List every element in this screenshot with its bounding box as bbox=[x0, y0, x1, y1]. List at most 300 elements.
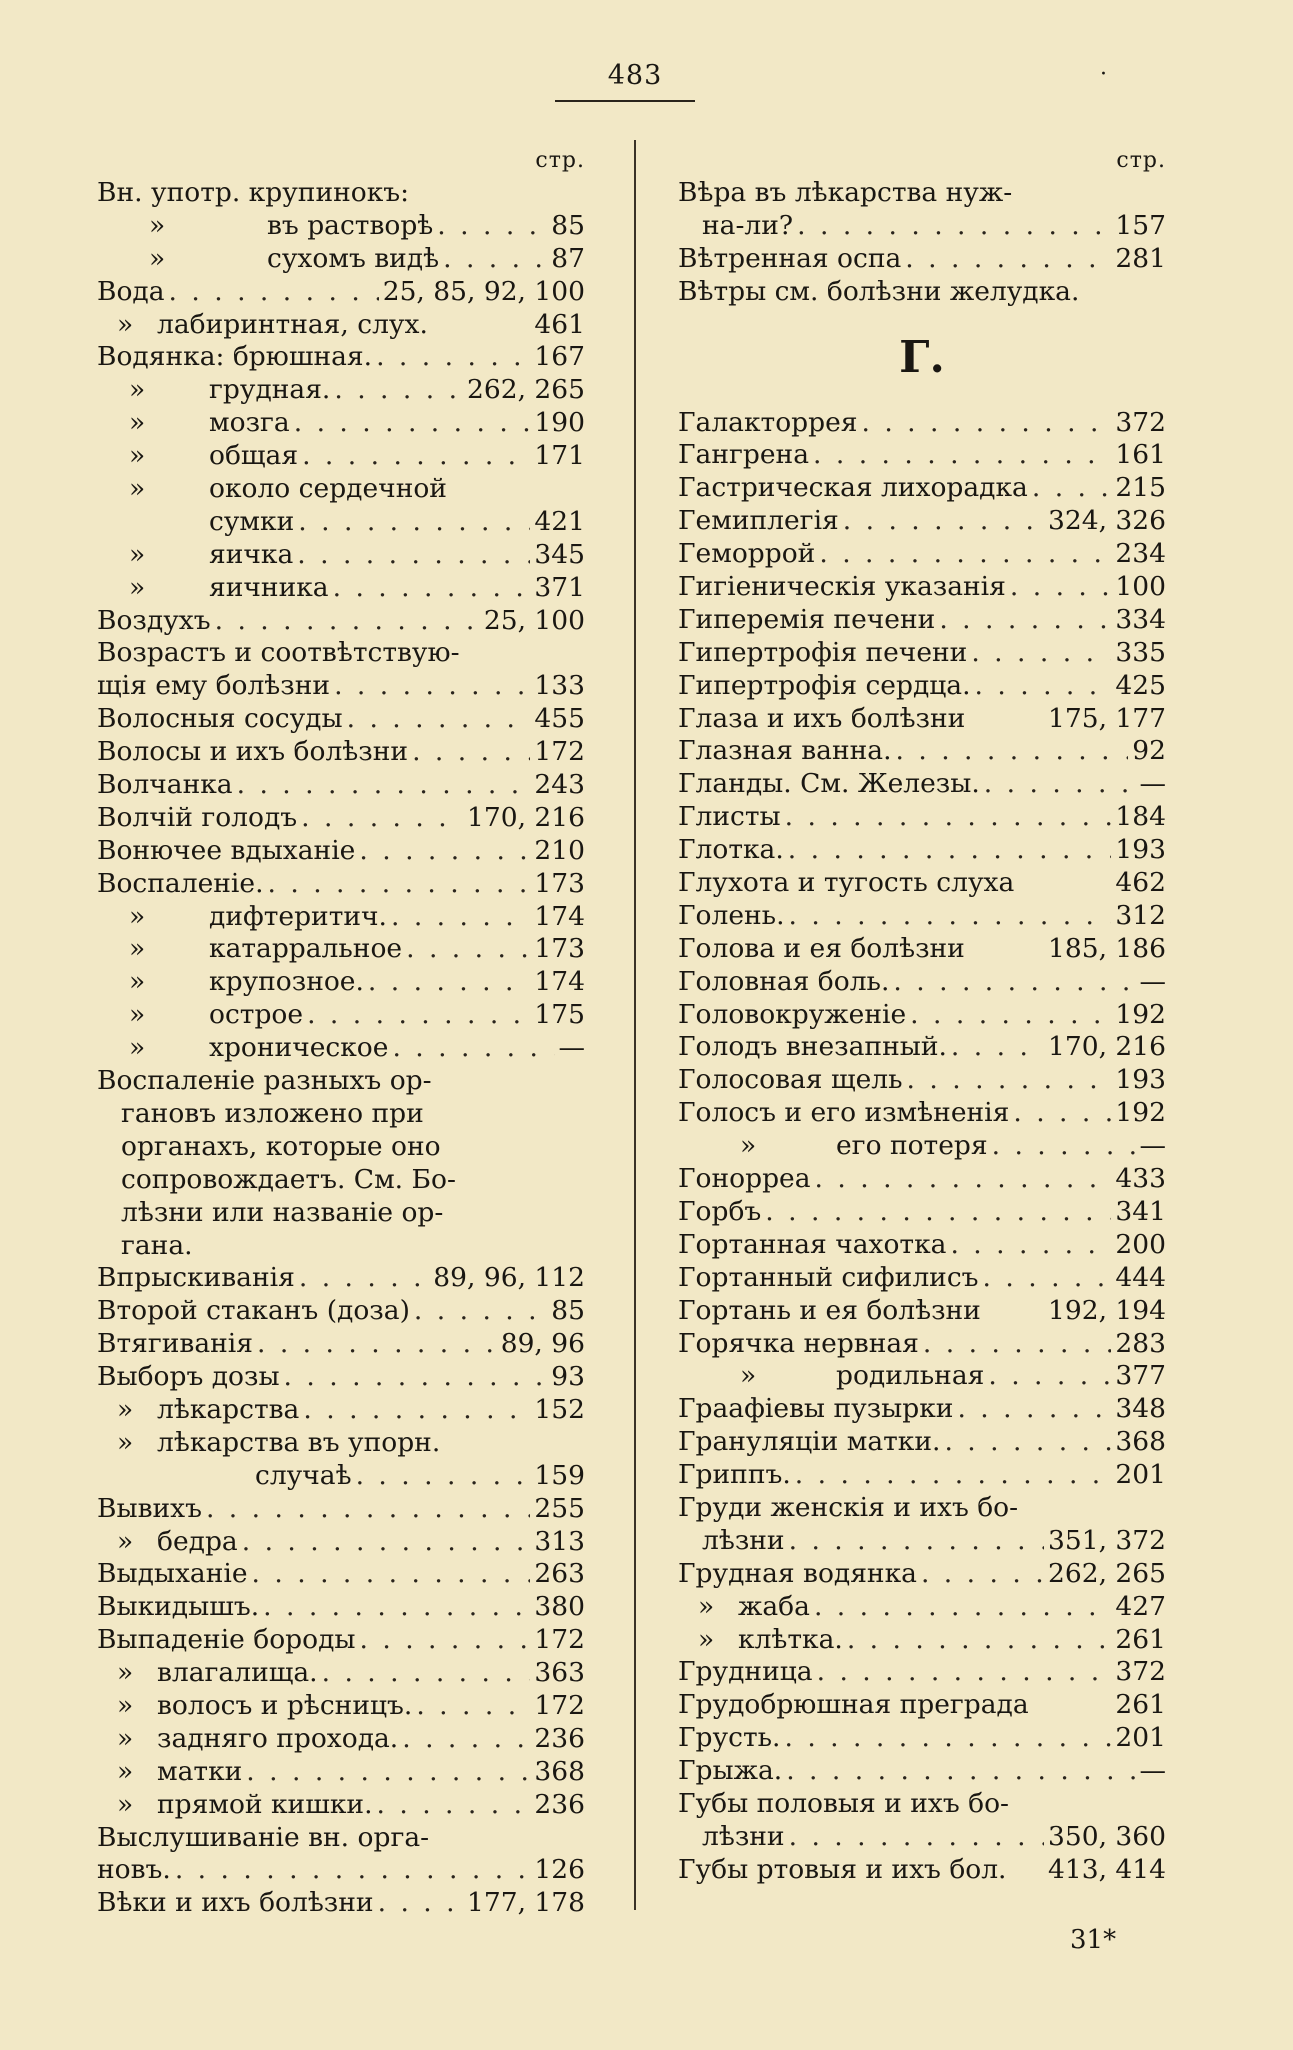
leader-dots bbox=[957, 1393, 1111, 1426]
ditto-mark: » bbox=[117, 308, 134, 340]
index-entry bbox=[678, 1163, 1166, 1196]
leader-dots bbox=[303, 1394, 530, 1427]
section-letter: Г. bbox=[899, 331, 945, 383]
left-column bbox=[97, 145, 585, 1920]
leader-dots bbox=[788, 834, 1112, 867]
ditto-mark: » bbox=[129, 933, 146, 965]
entry-term: Грудобрюшная преграда bbox=[678, 1689, 1029, 1721]
index-entry bbox=[97, 1032, 585, 1065]
entry-term: Гангрена bbox=[678, 439, 809, 471]
leader-dots bbox=[1010, 571, 1112, 604]
index-entry bbox=[678, 1558, 1166, 1591]
entry-term: Воздухъ bbox=[97, 604, 211, 636]
entry-pages: 210 bbox=[534, 834, 585, 866]
index-entry bbox=[97, 243, 585, 276]
entry-pages: 25, 100 bbox=[483, 604, 585, 636]
entry-pages: 324, 326 bbox=[1047, 505, 1166, 537]
entry-term: щія ему болѣзни bbox=[97, 670, 331, 702]
entry-term: Волосы и ихъ болѣзни bbox=[97, 736, 409, 768]
entry-term: Волосныя сосуды bbox=[97, 703, 343, 735]
entry-pages: 126 bbox=[534, 1854, 585, 1886]
index-entry bbox=[678, 1591, 1166, 1624]
entry-term: Гортань и ея болѣзни bbox=[678, 1294, 981, 1326]
ditto-mark: » bbox=[698, 1590, 715, 1622]
entry-term: лабиринтная, слух. bbox=[157, 308, 428, 340]
index-entry bbox=[678, 1492, 1166, 1525]
index-entry bbox=[97, 1624, 585, 1657]
entry-pages: — bbox=[558, 1032, 585, 1064]
index-entry bbox=[678, 276, 1166, 309]
ditto-mark: » bbox=[129, 473, 146, 505]
leader-dots bbox=[406, 933, 530, 966]
left-entries bbox=[97, 177, 585, 1920]
index-entry bbox=[678, 177, 1166, 210]
entry-pages: 243 bbox=[534, 769, 585, 801]
leader-dots bbox=[298, 506, 530, 539]
leader-dots bbox=[175, 1854, 531, 1887]
leader-dots bbox=[215, 605, 480, 638]
leader-dots bbox=[819, 538, 1111, 571]
leader-dots bbox=[944, 1426, 1111, 1459]
entry-term: яичка bbox=[209, 538, 294, 570]
entry-term: прямой кишки. bbox=[157, 1788, 373, 1820]
leader-dots bbox=[992, 1130, 1136, 1163]
entry-term: острое bbox=[209, 999, 304, 1031]
entry-term: Гиперемія печени bbox=[678, 603, 936, 635]
entry-pages: 177, 178 bbox=[466, 1887, 585, 1919]
entry-term: Гипертрофія сердца. bbox=[678, 669, 971, 701]
entry-term: Гастрическая лихорадка bbox=[678, 472, 1028, 504]
entry-pages: 175 bbox=[534, 999, 585, 1031]
leader-dots bbox=[1032, 472, 1112, 505]
index-entry bbox=[678, 472, 1166, 505]
entry-term: Грусть. bbox=[678, 1722, 781, 1754]
entry-pages: 190 bbox=[534, 407, 585, 439]
entry-term: Глазная ванна. bbox=[678, 735, 892, 767]
index-entry bbox=[97, 1427, 585, 1460]
entry-term: Гигіеническія указанія bbox=[678, 571, 1006, 603]
entry-pages: 175, 177 bbox=[1047, 702, 1166, 734]
index-entry bbox=[678, 1295, 1166, 1328]
leader-dots bbox=[893, 966, 1135, 999]
index-entry bbox=[678, 1031, 1166, 1064]
entry-term: Гортанный сифилисъ bbox=[678, 1261, 979, 1293]
index-entry bbox=[678, 1393, 1166, 1426]
leader-dots bbox=[795, 1459, 1112, 1492]
entry-pages: 261 bbox=[1115, 1623, 1166, 1655]
leader-dots bbox=[923, 1328, 1112, 1361]
entry-pages: 425 bbox=[1115, 669, 1166, 701]
leader-dots bbox=[301, 802, 463, 835]
leader-dots bbox=[786, 1755, 1135, 1788]
entry-pages: 161 bbox=[1115, 439, 1166, 471]
leader-dots bbox=[252, 1558, 531, 1591]
leader-dots bbox=[268, 868, 531, 901]
index-entry bbox=[97, 309, 585, 342]
entry-term: клѣтка. bbox=[738, 1623, 843, 1655]
entry-term: Вѣтры см. болѣзни желудка. bbox=[678, 275, 1080, 307]
entry-term: грудная. bbox=[209, 374, 331, 406]
entry-term: лѣзни или названіе ор- bbox=[121, 1196, 444, 1228]
index-entry bbox=[97, 1591, 585, 1624]
leader-dots bbox=[814, 1591, 1111, 1624]
ditto-mark: » bbox=[129, 571, 146, 603]
entry-term: Выпаденіе бороды bbox=[97, 1624, 356, 1656]
entry-pages: 192 bbox=[1115, 1097, 1166, 1129]
entry-pages: 85 bbox=[551, 209, 585, 241]
index-entry bbox=[97, 440, 585, 473]
index-entry bbox=[678, 505, 1166, 538]
entry-term: Вѣра въ лѣкарства нуж- bbox=[678, 177, 1013, 208]
entry-term: мозга bbox=[209, 407, 290, 439]
entry-pages: 170, 216 bbox=[1047, 1031, 1166, 1063]
ditto-mark: » bbox=[698, 1623, 715, 1655]
index-entry bbox=[678, 933, 1166, 966]
entry-pages: 421 bbox=[534, 505, 585, 537]
right-column-header: стр. bbox=[1116, 148, 1166, 173]
entry-term: лѣзни bbox=[702, 1524, 785, 1556]
index-entry bbox=[97, 1526, 585, 1559]
entry-term: родильная bbox=[836, 1360, 985, 1392]
entry-term: лѣкарства въ упорн. bbox=[157, 1426, 441, 1458]
leader-dots bbox=[817, 1656, 1112, 1689]
leader-dots bbox=[322, 1657, 531, 1690]
index-entry bbox=[678, 900, 1166, 933]
leader-dots bbox=[797, 210, 1111, 243]
ditto-mark: » bbox=[129, 900, 146, 932]
index-entry bbox=[97, 374, 585, 407]
index-entry bbox=[97, 802, 585, 835]
leader-dots bbox=[347, 703, 531, 736]
entry-term: сопровождаетъ. См. Бо- bbox=[121, 1163, 456, 1195]
entry-term: Глаза и ихъ болѣзни bbox=[678, 702, 966, 734]
leader-dots bbox=[392, 1032, 554, 1065]
leader-dots bbox=[983, 1262, 1112, 1295]
entry-pages: 372 bbox=[1115, 1656, 1166, 1688]
entry-pages: 283 bbox=[1115, 1327, 1166, 1359]
leader-dots bbox=[359, 835, 530, 868]
entry-pages: 341 bbox=[1115, 1195, 1166, 1227]
entry-term: Глухота и тугость слуха bbox=[678, 867, 1015, 899]
entry-pages: 368 bbox=[534, 1755, 585, 1787]
entry-term: матки bbox=[157, 1755, 243, 1787]
entry-pages: 461 bbox=[534, 308, 585, 340]
entry-term: хроническое bbox=[209, 1032, 389, 1064]
ditto-mark: » bbox=[117, 1657, 134, 1689]
leader-dots bbox=[376, 341, 530, 374]
index-entry bbox=[97, 1328, 585, 1361]
entry-term: сухомъ видѣ bbox=[267, 242, 440, 274]
index-entry bbox=[678, 538, 1166, 571]
leader-dots bbox=[206, 1493, 530, 1526]
ditto-mark: » bbox=[129, 440, 146, 472]
leader-dots bbox=[443, 243, 547, 276]
entry-pages: 159 bbox=[534, 1459, 585, 1491]
entry-term: Груди женскія и ихъ бо- bbox=[678, 1491, 1019, 1523]
leader-dots bbox=[939, 604, 1111, 637]
index-entry bbox=[97, 999, 585, 1032]
leader-dots bbox=[789, 1821, 1044, 1854]
entry-term: Головокруженіе bbox=[678, 998, 907, 1030]
entry-pages: 215 bbox=[1115, 472, 1166, 504]
ditto-mark: » bbox=[117, 1426, 134, 1458]
index-entry bbox=[97, 605, 585, 638]
index-entry bbox=[678, 1854, 1166, 1887]
entry-pages: 262, 265 bbox=[1047, 1557, 1166, 1589]
entry-term: катарральное bbox=[209, 933, 403, 965]
index-entry bbox=[97, 769, 585, 802]
entry-term: на-ли? bbox=[702, 209, 794, 241]
index-entry bbox=[97, 1164, 585, 1197]
leader-dots bbox=[789, 900, 1112, 933]
entry-term: Галакторрея bbox=[678, 406, 858, 438]
entry-term: Волчанка bbox=[97, 769, 233, 801]
entry-term: Возрастъ и соотвѣтствую- bbox=[97, 637, 460, 669]
entry-pages: 334 bbox=[1115, 603, 1166, 635]
entry-pages: 255 bbox=[534, 1492, 585, 1524]
entry-term: Губы половыя и ихъ бо- bbox=[678, 1787, 1010, 1819]
entry-pages: 380 bbox=[534, 1591, 585, 1623]
entry-pages: 170, 216 bbox=[466, 801, 585, 833]
page-number-rule bbox=[555, 100, 695, 102]
entry-term: общая bbox=[209, 440, 299, 472]
entry-pages: 174 bbox=[534, 966, 585, 998]
index-entry bbox=[678, 1130, 1166, 1163]
ditto-mark: » bbox=[149, 242, 166, 274]
leader-dots bbox=[910, 999, 1111, 1032]
entry-term: Воспаленіе разныхъ ор- bbox=[97, 1065, 432, 1097]
entry-term: влагалища. bbox=[157, 1657, 318, 1689]
entry-term: крупозное. bbox=[209, 966, 364, 998]
entry-term: жаба bbox=[738, 1590, 810, 1622]
ditto-mark: » bbox=[740, 1130, 757, 1162]
corner-mark: · bbox=[1100, 62, 1107, 87]
index-entry bbox=[678, 1656, 1166, 1689]
entry-term: Горячка нервная bbox=[678, 1327, 919, 1359]
entry-pages: 201 bbox=[1115, 1722, 1166, 1754]
leader-dots bbox=[257, 1328, 497, 1361]
entry-term: бедра bbox=[157, 1525, 238, 1557]
index-entry bbox=[97, 1822, 585, 1855]
ditto-mark: » bbox=[117, 1755, 134, 1787]
index-entry bbox=[97, 1657, 585, 1690]
entry-term: Волчій голодъ bbox=[97, 801, 298, 833]
leader-dots bbox=[789, 1525, 1044, 1558]
entry-term: волосъ и рѣсницъ. bbox=[157, 1689, 413, 1721]
leader-dots bbox=[1013, 1097, 1111, 1130]
entry-pages: 167 bbox=[534, 341, 585, 373]
index-entry bbox=[678, 571, 1166, 604]
leader-dots bbox=[242, 1526, 531, 1559]
entry-pages: 433 bbox=[1115, 1163, 1166, 1195]
entry-pages: 171 bbox=[534, 440, 585, 472]
leader-dots bbox=[921, 1558, 1044, 1591]
entry-term: лѣзни bbox=[702, 1820, 785, 1852]
entry-pages: 312 bbox=[1115, 899, 1166, 931]
entry-pages: 348 bbox=[1115, 1393, 1166, 1425]
leader-dots bbox=[951, 1031, 1044, 1064]
entry-pages: 184 bbox=[1115, 801, 1166, 833]
leader-dots bbox=[391, 901, 530, 934]
index-entry bbox=[678, 1788, 1166, 1821]
leader-dots bbox=[861, 407, 1111, 440]
index-entry bbox=[678, 1328, 1166, 1361]
leader-dots bbox=[333, 572, 531, 605]
leader-dots bbox=[334, 374, 463, 407]
index-entry bbox=[97, 1723, 585, 1756]
leader-dots bbox=[378, 1887, 463, 1920]
entry-term: новъ. bbox=[97, 1854, 171, 1886]
entry-pages: 413, 414 bbox=[1047, 1853, 1166, 1885]
entry-term: Гемиплегія bbox=[678, 505, 839, 537]
index-entry bbox=[678, 1064, 1166, 1097]
entry-pages: 172 bbox=[534, 736, 585, 768]
index-entry bbox=[97, 1756, 585, 1789]
column-divider bbox=[634, 140, 636, 1910]
entry-term: Выслушиваніе вн. орга- bbox=[97, 1821, 430, 1853]
leader-dots bbox=[843, 505, 1044, 538]
leader-dots bbox=[246, 1756, 530, 1789]
right-top-entries bbox=[678, 177, 1166, 309]
entry-term: Вывихъ bbox=[97, 1492, 202, 1524]
entry-pages: 152 bbox=[534, 1393, 585, 1425]
entry-pages: 192 bbox=[1115, 998, 1166, 1030]
entry-term: гановъ изложено при bbox=[121, 1097, 424, 1129]
index-entry bbox=[678, 867, 1166, 900]
entry-pages: 262, 265 bbox=[466, 374, 585, 406]
leader-dots bbox=[971, 637, 1111, 670]
index-entry bbox=[678, 999, 1166, 1032]
entry-pages: 345 bbox=[534, 538, 585, 570]
index-entry bbox=[97, 1098, 585, 1131]
index-entry bbox=[97, 177, 585, 210]
entry-pages: 100 bbox=[1115, 571, 1166, 603]
entry-term: Граафіевы пузырки bbox=[678, 1393, 954, 1425]
entry-pages: 87 bbox=[551, 242, 585, 274]
index-entry bbox=[678, 834, 1166, 867]
right-column bbox=[678, 145, 1166, 1887]
leader-dots bbox=[847, 1624, 1112, 1657]
entry-pages: — bbox=[1139, 1755, 1166, 1787]
entry-pages: 185, 186 bbox=[1047, 932, 1166, 964]
signature-mark: 31* bbox=[1070, 1925, 1117, 1955]
entry-term: яичника bbox=[209, 571, 329, 603]
entry-pages: 85 bbox=[551, 1295, 585, 1327]
leader-dots bbox=[368, 966, 530, 999]
index-entry bbox=[678, 439, 1166, 472]
ditto-mark: » bbox=[129, 999, 146, 1031]
index-entry bbox=[678, 604, 1166, 637]
entry-term: Глотка. bbox=[678, 834, 784, 866]
index-entry bbox=[678, 735, 1166, 768]
entry-pages: 173 bbox=[534, 933, 585, 965]
entry-term: Голосъ и его измѣненія bbox=[678, 1097, 1010, 1129]
index-entry bbox=[97, 901, 585, 934]
ditto-mark: » bbox=[117, 1393, 134, 1425]
index-entry bbox=[97, 1262, 585, 1295]
entry-term: Второй стаканъ (доза) bbox=[97, 1295, 410, 1327]
index-entry bbox=[678, 670, 1166, 703]
index-entry bbox=[97, 1789, 585, 1822]
entry-term: Грануляціи матки. bbox=[678, 1426, 941, 1458]
leader-dots bbox=[813, 439, 1111, 472]
ditto-mark: » bbox=[117, 1525, 134, 1557]
index-entry bbox=[97, 1197, 585, 1230]
leader-dots bbox=[984, 768, 1136, 801]
index-entry bbox=[97, 1131, 585, 1164]
index-entry bbox=[678, 1360, 1166, 1393]
leader-dots bbox=[302, 440, 530, 473]
entry-term: лѣкарства bbox=[157, 1393, 300, 1425]
leader-dots bbox=[988, 1360, 1111, 1393]
entry-pages: 371 bbox=[534, 571, 585, 603]
index-entry bbox=[678, 1196, 1166, 1229]
entry-term: Выдыханіе bbox=[97, 1558, 248, 1590]
index-entry bbox=[97, 966, 585, 999]
ditto-mark: » bbox=[117, 1722, 134, 1754]
entry-pages: 25, 85, 92, 100 bbox=[382, 275, 585, 307]
ditto-mark: » bbox=[149, 209, 166, 241]
entry-pages: — bbox=[1139, 768, 1166, 800]
leader-dots bbox=[294, 407, 531, 440]
ditto-mark: » bbox=[129, 966, 146, 998]
entry-pages: 363 bbox=[534, 1657, 585, 1689]
entry-pages: 201 bbox=[1115, 1459, 1166, 1491]
entry-term: его потеря bbox=[836, 1130, 988, 1162]
index-entry bbox=[678, 1426, 1166, 1459]
entry-term: задняго прохода. bbox=[157, 1722, 399, 1754]
index-entry bbox=[97, 1065, 585, 1098]
leader-dots bbox=[785, 801, 1112, 834]
index-entry bbox=[678, 243, 1166, 276]
leader-dots bbox=[412, 736, 530, 769]
entry-pages: 236 bbox=[534, 1788, 585, 1820]
index-entry bbox=[97, 835, 585, 868]
entry-term: Выкидышъ. bbox=[97, 1591, 260, 1623]
index-entry bbox=[678, 1755, 1166, 1788]
entry-pages: 174 bbox=[534, 900, 585, 932]
leader-dots bbox=[356, 1460, 531, 1493]
entry-term: Геморрой bbox=[678, 538, 816, 570]
left-column-header: стр. bbox=[535, 148, 585, 173]
leader-dots bbox=[297, 539, 530, 572]
entry-term: дифтеритич. bbox=[209, 900, 387, 932]
index-entry bbox=[678, 1229, 1166, 1262]
ditto-mark: » bbox=[129, 1032, 146, 1064]
index-entry bbox=[97, 572, 585, 605]
entry-term: Втягиванія bbox=[97, 1328, 253, 1360]
entry-term: Горбъ bbox=[678, 1195, 762, 1227]
entry-pages: 193 bbox=[1115, 834, 1166, 866]
leader-dots bbox=[815, 1163, 1112, 1196]
entry-term: Впрыскиванія bbox=[97, 1262, 295, 1294]
index-entry bbox=[97, 1460, 585, 1493]
entry-term: Грудная водянка bbox=[678, 1557, 917, 1589]
index-entry bbox=[678, 1722, 1166, 1755]
index-entry bbox=[97, 1361, 585, 1394]
leader-dots bbox=[237, 769, 531, 802]
index-entry bbox=[678, 1689, 1166, 1722]
entry-pages: 172 bbox=[534, 1624, 585, 1656]
entry-term: Глисты bbox=[678, 801, 781, 833]
index-entry bbox=[97, 670, 585, 703]
entry-pages: — bbox=[1139, 1130, 1166, 1162]
leader-dots bbox=[765, 1196, 1111, 1229]
ditto-mark: » bbox=[129, 407, 146, 439]
entry-pages: 444 bbox=[1115, 1261, 1166, 1293]
entry-term: Вонючее вдыханіе bbox=[97, 834, 356, 866]
entry-pages: 93 bbox=[551, 1361, 585, 1393]
